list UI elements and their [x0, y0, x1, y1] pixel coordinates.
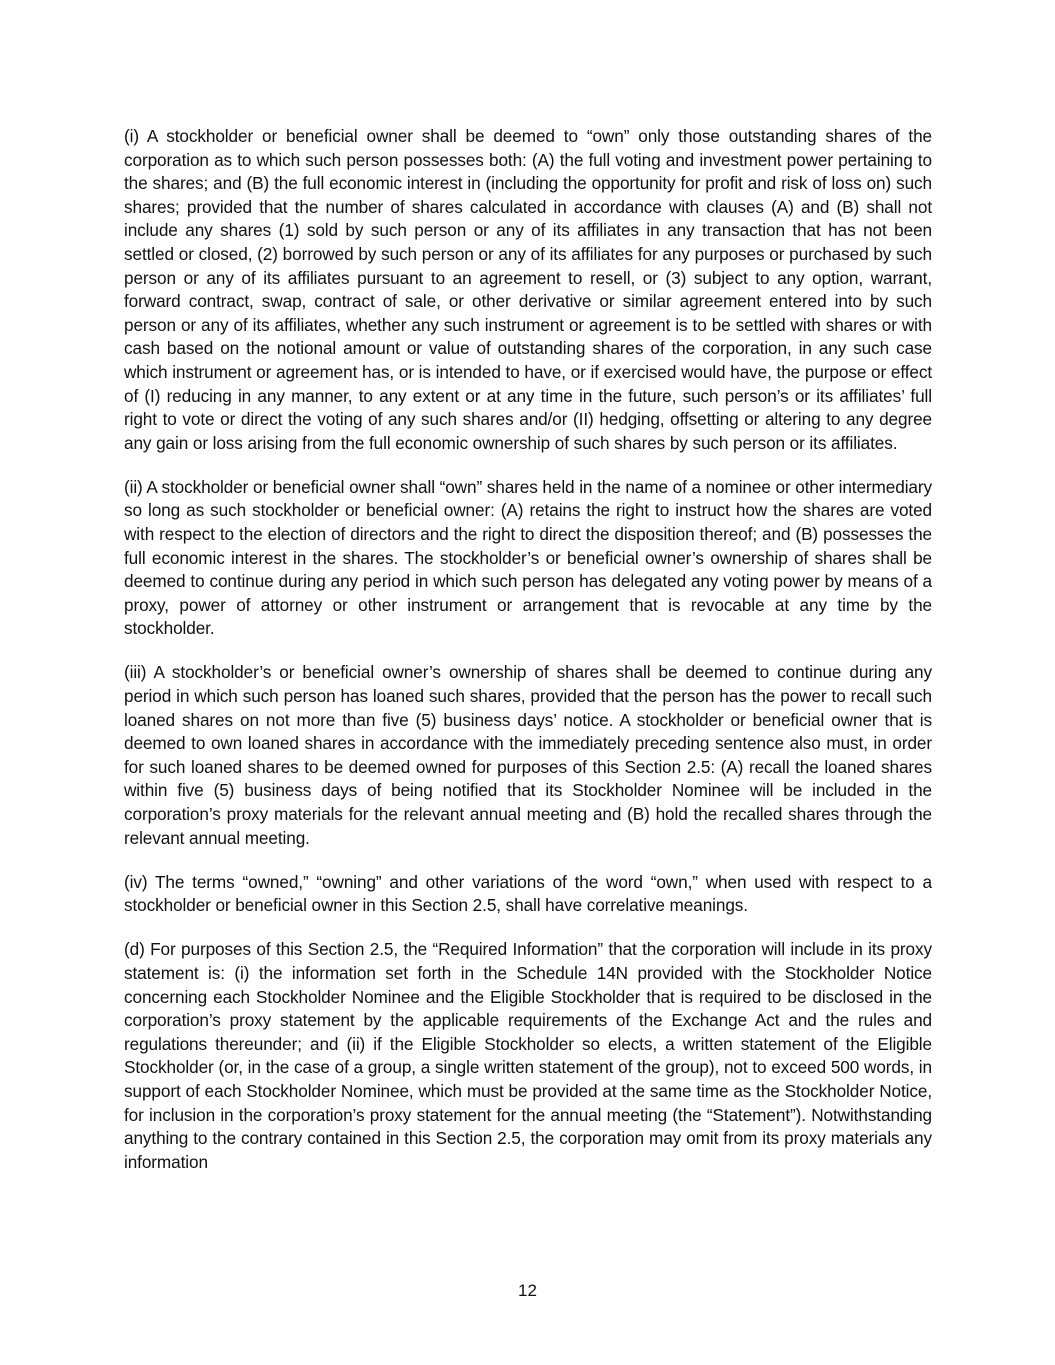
- page-number: 12: [518, 1281, 537, 1300]
- paragraph-iv: (iv) The terms “owned,” “owning” and other variations of the word “own,” when used with respect to a stockholder or beneficial owner in this Section 2.5, shall have correlative meanings.: [124, 871, 932, 916]
- paragraph-ii: (ii) A stockholder or beneficial owner shall “own” shares held in the name of a nominee or other intermediary so long as such stockholder or beneficial owner: (A) retains the right to instruct how the shares are voted with respect to the election of directors and the right to direct the disposition thereof; and (B) possesses the full economic interest in the shares. The stockholder’s or beneficial owner’s ownership of shares shall be deemed to continue during any period in which such person has delegated any voting power by means of a proxy, power of attorney or other instrument or arrangement that is revocable at any time by the stockholder.: [124, 476, 932, 639]
- document-body: [124, 125, 932, 1195]
- paragraph-i: (i) A stockholder or beneficial owner shall be deemed to “own” only those outstanding shares of the corporation as to which such person possesses both: (A) the full voting and investment power pertaining to the shares; and (B) the full economic interest in (including the opportunity for profit and risk of loss on) such shares; provided that the number of shares calculated in accordance with clauses (A) and (B) shall not include any shares (1) sold by such person or any of its affiliates in any transaction that has not been settled or closed, (2) borrowed by such person or any of its affiliates for any purposes or purchased by such person or any of its affiliates pursuant to an agreement to resell, or (3) subject to any option, warrant, forward contract, swap, contract of sale, or other derivative or similar agreement entered into by such person or any of its affiliates, whether any such instrument or agreement is to be settled with shares or with cash based on the notional amount or value of outstanding shares of the corporation, in any such case which instrument or agreement has, or is intended to have, or if exercised would have, the purpose or effect of (I) reducing in any manner, to any extent or at any time in the future, such person’s or its affiliates’ full right to vote or direct the voting of any such shares and/or (II) hedging, offsetting or altering to any degree any gain or loss arising from the full economic ownership of such shares by such person or its affiliates.: [124, 126, 932, 453]
- paragraph-d: (d) For purposes of this Section 2.5, the “Required Information” that the corporation will include in its proxy statement is: (i) the information set forth in the Schedule 14N provided with the Stockholder Notice concerning each Stockholder Nominee and the Eligible Stockholder that is required to be disclosed in the corporation’s proxy statement by the applicable requirements of the Exchange Act and the rules and regulations thereunder; and (ii) if the Eligible Stockholder so elects, a written statement of the Eligible Stockholder (or, in the case of a group, a single written statement of the group), not to exceed 500 words, in support of each Stockholder Nominee, which must be provided at the same time as the Stockholder Notice, for inclusion in the corporation’s proxy statement for the annual meeting (the “Statement”). Notwithstanding anything to the contrary contained in this Section 2.5, the corporation may omit from its proxy materials any information: [124, 939, 932, 1172]
- paragraph-iii: (iii) A stockholder’s or beneficial owner’s ownership of shares shall be deemed to continue during any period in which such person has loaned such shares, provided that the person has the power to recall such loaned shares on not more than five (5) business days’ notice. A stockholder or beneficial owner that is deemed to own loaned shares in accordance with the immediately preceding sentence also must, in order for such loaned shares to be deemed owned for purposes of this Section 2.5: (A) recall the loaned shares within five (5) business days of being notified that its Stockholder Nominee will be included in the corporation’s proxy materials for the relevant annual meeting and (B) hold the recalled shares through the relevant annual meeting.: [124, 662, 932, 848]
